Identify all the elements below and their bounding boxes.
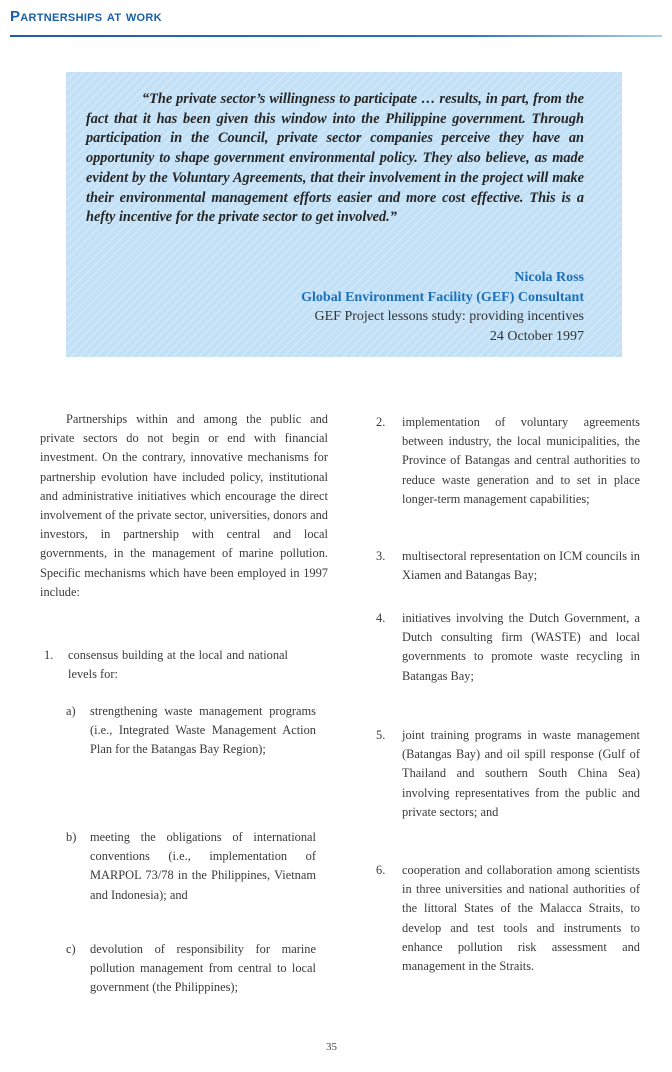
left-column	[40, 410, 328, 995]
attribution-date: 24 October 1997	[489, 329, 584, 345]
sub-item-label: c)	[66, 942, 76, 956]
list-item-text: implementation of voluntary agreements between industry, the local municipalities, the Province of Batangas and central authorities to reduce waste generation and to set in place longer-term management capabilities;	[402, 415, 640, 506]
attribution-source: GEF Project lessons study: providing incentives	[314, 309, 584, 325]
attribution-title: Global Environment Facility (GEF) Consultant	[301, 289, 584, 305]
attribution-name: Nicola Ross	[514, 270, 584, 285]
sub-item-b	[66, 828, 316, 905]
header-rule	[10, 35, 662, 37]
list-number: 3.	[376, 549, 386, 563]
list-item-1	[40, 646, 288, 684]
list-item-3	[376, 547, 640, 585]
list-number: 5.	[376, 728, 386, 742]
sub-item-c	[66, 940, 316, 998]
list-item-4	[376, 609, 640, 686]
page-number: 35	[326, 1041, 337, 1053]
pull-quote-box	[66, 72, 622, 357]
running-header: Partnerships at work	[10, 8, 162, 25]
sub-item-text: meeting the obligations of international conventions (i.e., implementation of MARPOL 73/78 in the Philippines, Vietnam and Indonesia); and	[90, 830, 316, 902]
list-item-6	[376, 861, 640, 976]
list-item-2	[376, 413, 640, 509]
list-number: 2.	[376, 415, 386, 429]
sub-item-text: devolution of responsibility for marine pollution management from central to local government (the Philippines);	[90, 942, 316, 995]
sub-item-a	[66, 702, 316, 760]
sub-item-label: b)	[66, 830, 77, 844]
list-item-text: multisectoral representation on ICM councils in Xiamen and Batangas Bay;	[402, 549, 640, 583]
sub-item-text: strengthening waste management programs (i.e., Integrated Waste Management Action Plan for the Batangas Bay Region);	[90, 704, 316, 757]
list-item-5	[376, 726, 640, 822]
intro-paragraph: Partnerships within and among the public and private sectors do not begin or end with financial investment. On the contrary, innovative mechanisms for partnership evolution have included policy, institutional and administrative initiatives which encourage the direct involvement of the private sector, universities, donors and investors, in partnership with central and local governments, in the management of marine pollution. Specific mechanisms which have been employed in 1997 include:	[40, 412, 328, 599]
quote-attribution	[301, 268, 584, 347]
sub-item-label: a)	[66, 704, 76, 718]
list-item-text: initiatives involving the Dutch Government, a Dutch consulting firm (WASTE) and local governments to promote waste recycling in Batangas Bay;	[402, 611, 640, 683]
pull-quote-text: “The private sector’s willingness to participate … results, in part, from the fact that it has been given this window into the Philippine government. Through participation in the Council, private sector companies perceive they have an opportunity to shape government environmental policy. They also believe, as made evident by the Voluntary Agreements, that their involvement in the project will make their environmental management efforts easier and more cost effective. This is a hefty incentive for the private sector to get involved.”	[86, 91, 584, 226]
list-item-text: cooperation and collaboration among scientists in three universities and national authorities of the littoral States of the Malacca Straits, to develop and test tools and instruments to enhance pollution risk assessment and management in the Straits.	[402, 863, 640, 974]
list-item-text: consensus building at the local and national levels for:	[68, 648, 288, 682]
list-number: 6.	[376, 863, 386, 877]
list-number: 4.	[376, 611, 386, 625]
list-number: 1.	[44, 648, 54, 662]
list-item-text: joint training programs in waste management (Batangas Bay) and oil spill response (Gulf of Thailand and southern South China Sea) involving representatives from the public and private sectors; and	[402, 728, 640, 819]
